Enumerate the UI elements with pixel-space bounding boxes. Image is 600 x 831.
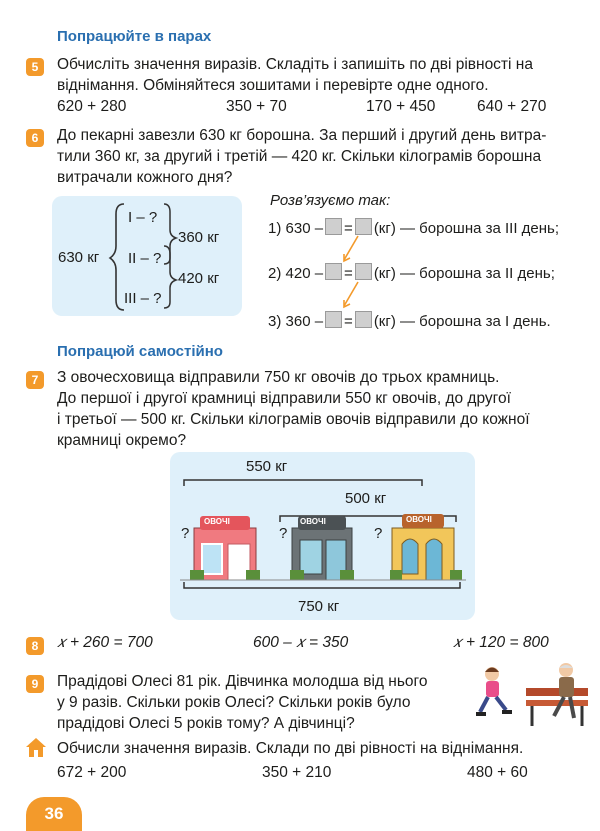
- task7-line4: крамниці окремо?: [57, 432, 187, 449]
- solve-title: Розв’язуємо так:: [270, 192, 391, 209]
- solve-step-3: 3) 360 – = (кг) — борошна за І день.: [268, 313, 551, 330]
- task9-line3: прадідові Олесі 5 років тому? А дівчинці?: [57, 715, 355, 732]
- task5-line2: віднімання. Обміняйтеся зошитами і перевірте одне одного.: [57, 77, 489, 94]
- task-number-6: 6: [26, 129, 44, 147]
- section-title-self: Попрацюй самостійно: [57, 343, 223, 360]
- shop-question-3: ?: [374, 525, 383, 542]
- task7-line1: З овочесховища відправили 750 кг овочів до трьох крамниць.: [57, 369, 500, 386]
- flour-day3-label: ІІІ – ?: [124, 290, 162, 307]
- task6-line2: тили 360 кг, за другий і третій — 420 кг. Скільки кілограмів борошна: [57, 148, 542, 165]
- shop-question-1: ?: [181, 525, 190, 542]
- shop-sign-2: ОВОЧІ: [300, 517, 326, 526]
- task5-expr-1: 620 + 280: [57, 98, 127, 115]
- page-number: 36: [26, 797, 82, 831]
- task5-text: [57, 54, 597, 96]
- shop-sign-3: ОВОЧІ: [406, 515, 432, 524]
- shops-label-550: 550 кг: [246, 458, 288, 475]
- task5-line1: Обчисліть значення виразів. Складіть і запишіть по дві рівності на: [57, 56, 533, 73]
- task5-expr-4: 640 + 270: [477, 98, 547, 115]
- home-expr-2: 350 + 210: [262, 764, 332, 781]
- flour-total-label: 630 кг: [58, 249, 100, 266]
- solve-step-2: 2) 420 – = (кг) — борошна за ІІ день;: [268, 265, 555, 282]
- home-icon: [24, 736, 48, 758]
- flour-sum23-label: 420 кг: [178, 270, 220, 287]
- solve-step-1: 1) 630 – = (кг) — борошна за ІІІ день;: [268, 220, 560, 237]
- solve-arrows: [330, 230, 370, 320]
- task6-text: [57, 125, 597, 188]
- girl-and-grandfather-illustration: [474, 660, 594, 730]
- task5-expr-2: 350 + 70: [226, 98, 287, 115]
- task-number-5: 5: [26, 58, 44, 76]
- task9-line2: у 9 разів. Скільки років Олесі? Скільки років було: [57, 694, 411, 711]
- task9-line1: Прадідові Олесі 81 рік. Дівчинка молодша від нього: [57, 673, 428, 690]
- task9-text: [57, 671, 467, 734]
- task5-expr-3: 170 + 450: [366, 98, 436, 115]
- shops-label-500: 500 кг: [345, 490, 387, 507]
- task8-eq-3: 𝑥 + 120 = 800: [453, 634, 549, 651]
- shops-diagram: [170, 452, 475, 620]
- task6-line3: витрачали кожного дня?: [57, 169, 233, 186]
- home-expr-1: 672 + 200: [57, 764, 127, 781]
- solve-step-1-suffix: (кг) — борошна за ІІІ день;: [373, 220, 560, 237]
- flour-sum12-label: 360 кг: [178, 229, 220, 246]
- home-expr-3: 480 + 60: [467, 764, 528, 781]
- solve-step-1-prefix: 1) 630 –: [268, 220, 324, 237]
- flour-day1-label: І – ?: [128, 209, 158, 226]
- task7-line2: До першої і другої крамниці відправили 550 кг овочів, до другої: [57, 390, 511, 407]
- home-task-text: Обчисли значення виразів. Склади по дві рівності на віднімання.: [57, 740, 524, 757]
- solve-step-2-suffix: (кг) — борошна за ІІ день;: [373, 265, 555, 282]
- task7-text: [57, 367, 597, 451]
- task7-line3: і третьої — 500 кг. Скільки кілограмів овочів відправили до кожної: [57, 411, 530, 428]
- shops-label-750: 750 кг: [298, 598, 340, 615]
- solve-step-3-suffix: (кг) — борошна за І день.: [373, 313, 551, 330]
- task-number-9: 9: [26, 675, 44, 693]
- shop-question-2: ?: [279, 525, 288, 542]
- solve-step-2-prefix: 2) 420 –: [268, 265, 324, 282]
- task6-line1: До пекарні завезли 630 кг борошна. За перший і другий день витра-: [57, 127, 547, 144]
- task8-eq-1: 𝑥 + 260 = 700: [57, 634, 153, 651]
- solve-step-3-prefix: 3) 360 –: [268, 313, 324, 330]
- shop-sign-1: ОВОЧІ: [204, 517, 230, 526]
- task8-eq-2: 600 – 𝑥 = 350: [253, 634, 349, 651]
- flour-day2-label: ІІ – ?: [128, 250, 162, 267]
- section-title-pairs: Попрацюйте в парах: [57, 28, 212, 45]
- task-number-7: 7: [26, 371, 44, 389]
- task-number-8: 8: [26, 637, 44, 655]
